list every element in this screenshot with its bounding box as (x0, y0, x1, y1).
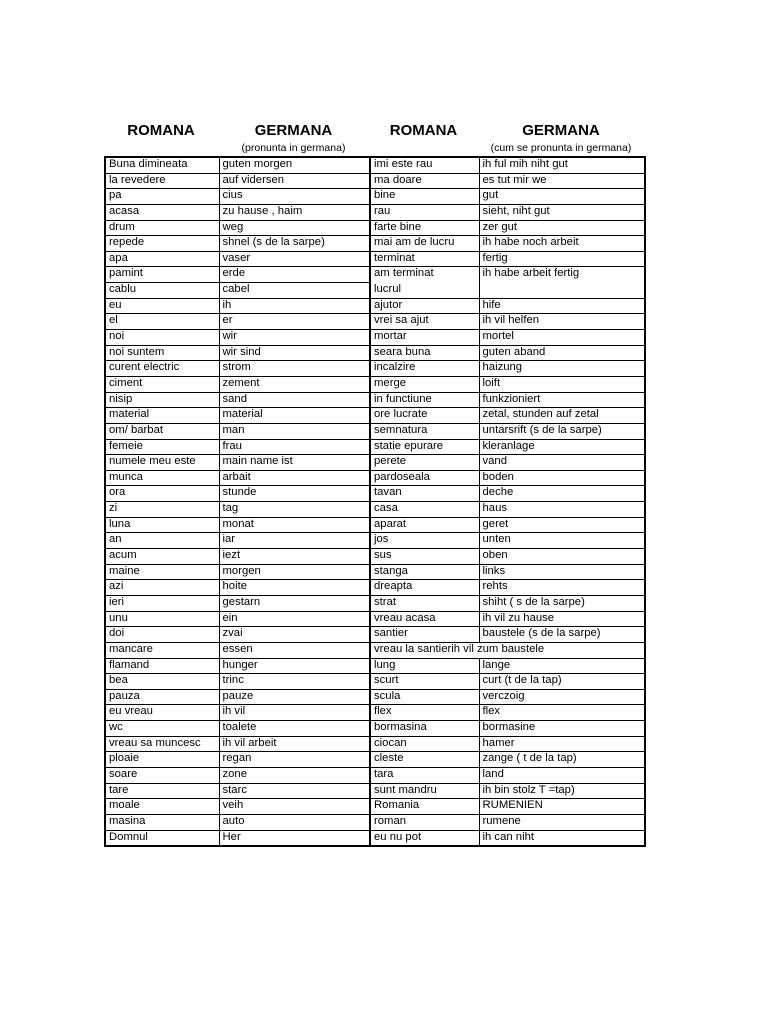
romana-cell: zi (105, 502, 219, 518)
germana-cell: weg (219, 220, 370, 236)
romana-cell: noi suntem (105, 345, 219, 361)
germana-cell: veih (219, 799, 370, 815)
romana-cell-2: sunt mandru (370, 783, 479, 799)
germana-cell-2: unten (479, 533, 645, 549)
table-row (105, 283, 645, 299)
germana-cell-2: ih habe arbeit fertig (479, 267, 645, 283)
germana-cell: cius (219, 189, 370, 205)
germana-cell-2: funkzioniert (479, 392, 645, 408)
germana-cell: wir (219, 330, 370, 346)
germana-cell-2: ih bin stolz T =tap) (479, 783, 645, 799)
germana-cell-2: ih can niht (479, 830, 645, 846)
romana-cell: doi (105, 627, 219, 643)
romana-cell: Domnul (105, 830, 219, 846)
germana-cell-2: untarsrift (s de la sarpe) (479, 423, 645, 439)
germana-cell: cabel (219, 283, 370, 299)
romana-cell-2: seara buna (370, 345, 479, 361)
germana-cell: shnel (s de la sarpe) (219, 236, 370, 252)
germana-cell-2: guten aband (479, 345, 645, 361)
romana-cell: an (105, 533, 219, 549)
germana-cell-2: sieht, niht gut (479, 204, 645, 220)
germana-cell-2: oben (479, 549, 645, 565)
table-row (105, 486, 645, 502)
table-row (105, 330, 645, 346)
germana-cell: stunde (219, 486, 370, 502)
table-row (105, 627, 645, 643)
romana-cell: eu (105, 298, 219, 314)
germana-cell-2: shiht ( s de la sarpe) (479, 595, 645, 611)
romana-cell-2: vreau la santierih vil zum baustele (370, 642, 645, 658)
header-germana-1: GERMANA (254, 122, 333, 139)
romana-cell: wc (105, 721, 219, 737)
germana-cell-2: loift (479, 376, 645, 392)
table-row (105, 705, 645, 721)
germana-cell-2: haizung (479, 361, 645, 377)
table-row (105, 204, 645, 220)
romana-cell: acasa (105, 204, 219, 220)
germana-cell: vaser (219, 251, 370, 267)
germana-cell: ein (219, 611, 370, 627)
vocabulary-table (104, 156, 646, 847)
romana-cell: femeie (105, 439, 219, 455)
germana-cell-2: mortel (479, 330, 645, 346)
romana-cell-2: casa (370, 502, 479, 518)
romana-cell-2: bine (370, 189, 479, 205)
germana-cell: material (219, 408, 370, 424)
romana-cell-2: aparat (370, 517, 479, 533)
germana-cell-2: vand (479, 455, 645, 471)
germana-cell: sand (219, 392, 370, 408)
germana-cell-2: baustele (s de la sarpe) (479, 627, 645, 643)
germana-cell-2: es tut mir we (479, 173, 645, 189)
germana-cell: main name ist (219, 455, 370, 471)
romana-cell-2: ore lucrate (370, 408, 479, 424)
germana-cell: essen (219, 642, 370, 658)
table-row (105, 533, 645, 549)
table-row (105, 251, 645, 267)
romana-cell: ieri (105, 595, 219, 611)
romana-cell: pamint (105, 267, 219, 283)
germana-cell: iezt (219, 549, 370, 565)
germana-cell-2: rehts (479, 580, 645, 596)
germana-cell: zone (219, 767, 370, 783)
romana-cell-2: vreau acasa (370, 611, 479, 627)
germana-cell-2: verczoig (479, 689, 645, 705)
germana-cell-2: ih vil zu hause (479, 611, 645, 627)
germana-cell-2: zange ( t de la tap) (479, 752, 645, 768)
romana-cell-2: mai am de lucru (370, 236, 479, 252)
germana-cell-2: land (479, 767, 645, 783)
germana-cell: morgen (219, 564, 370, 580)
romana-cell: numele meu este (105, 455, 219, 471)
romana-cell-2: farte bine (370, 220, 479, 236)
romana-cell-2: lucrul (370, 283, 479, 299)
romana-cell-2: jos (370, 533, 479, 549)
germana-cell-2: ih habe noch arbeit (479, 236, 645, 252)
romana-cell-2: roman (370, 814, 479, 830)
romana-cell-2: cleste (370, 752, 479, 768)
column-headers (104, 122, 644, 156)
table-row (105, 236, 645, 252)
romana-cell-2: stanga (370, 564, 479, 580)
germana-cell: man (219, 423, 370, 439)
header-germana-1-subtitle: (pronunta in germana) (241, 142, 346, 154)
romana-cell-2: Romania (370, 799, 479, 815)
germana-cell: tag (219, 502, 370, 518)
romana-cell: soare (105, 767, 219, 783)
germana-cell-2: hife (479, 298, 645, 314)
romana-cell: munca (105, 470, 219, 486)
romana-cell-2: pardoseala (370, 470, 479, 486)
table-row (105, 658, 645, 674)
table-row (105, 799, 645, 815)
romana-cell-2: perete (370, 455, 479, 471)
romana-cell: material (105, 408, 219, 424)
table-row (105, 267, 645, 283)
romana-cell-2: eu nu pot (370, 830, 479, 846)
table-row (105, 173, 645, 189)
romana-cell-2: flex (370, 705, 479, 721)
romana-cell: ciment (105, 376, 219, 392)
table-row (105, 470, 645, 486)
romana-cell-2: incalzire (370, 361, 479, 377)
table-row (105, 345, 645, 361)
romana-cell: repede (105, 236, 219, 252)
romana-cell: Buna dimineata (105, 157, 219, 173)
germana-cell-2: RUMENIEN (479, 799, 645, 815)
romana-cell-2: ajutor (370, 298, 479, 314)
table-row (105, 752, 645, 768)
romana-cell: pa (105, 189, 219, 205)
romana-cell-2: vrei sa ajut (370, 314, 479, 330)
romana-cell: om/ barbat (105, 423, 219, 439)
romana-cell-2: dreapta (370, 580, 479, 596)
table-row (105, 564, 645, 580)
romana-cell-2: ma doare (370, 173, 479, 189)
germana-cell: arbait (219, 470, 370, 486)
romana-cell: cablu (105, 283, 219, 299)
romana-cell-2: tavan (370, 486, 479, 502)
romana-cell: moale (105, 799, 219, 815)
romana-cell-2: lung (370, 658, 479, 674)
germana-cell: zvai (219, 627, 370, 643)
table-row (105, 721, 645, 737)
germana-cell: auf vidersen (219, 173, 370, 189)
romana-cell: apa (105, 251, 219, 267)
germana-cell-2: rumene (479, 814, 645, 830)
germana-cell: hoite (219, 580, 370, 596)
table-row (105, 314, 645, 330)
romana-cell-2: am terminat (370, 267, 479, 283)
table-row (105, 423, 645, 439)
germana-cell: ih (219, 298, 370, 314)
romana-cell: pauza (105, 689, 219, 705)
table-row (105, 549, 645, 565)
germana-cell: pauze (219, 689, 370, 705)
table-row (105, 392, 645, 408)
germana-cell-2: ih ful mih niht gut (479, 157, 645, 173)
germana-cell: erde (219, 267, 370, 283)
romana-cell: vreau sa muncesc (105, 736, 219, 752)
header-romana-2: ROMANA (389, 122, 458, 139)
germana-cell-2: deche (479, 486, 645, 502)
romana-cell-2: statie epurare (370, 439, 479, 455)
romana-cell: noi (105, 330, 219, 346)
germana-cell-2: kleranlage (479, 439, 645, 455)
romana-cell: masina (105, 814, 219, 830)
germana-cell-2: zetal, stunden auf zetal (479, 408, 645, 424)
table-row (105, 517, 645, 533)
table-row (105, 580, 645, 596)
table-row (105, 439, 645, 455)
romana-cell-2: in functiune (370, 392, 479, 408)
table-row (105, 361, 645, 377)
table-row (105, 298, 645, 314)
romana-cell: acum (105, 549, 219, 565)
romana-cell-2: ciocan (370, 736, 479, 752)
romana-cell: mancare (105, 642, 219, 658)
header-romana-1: ROMANA (127, 122, 195, 139)
romana-cell-2: imi este rau (370, 157, 479, 173)
germana-cell: zu hause , haim (219, 204, 370, 220)
romana-cell-2: sus (370, 549, 479, 565)
table-row (105, 642, 645, 658)
germana-cell-2: zer gut (479, 220, 645, 236)
germana-cell: Her (219, 830, 370, 846)
romana-cell-2: bormasina (370, 721, 479, 737)
germana-cell: regan (219, 752, 370, 768)
table-row (105, 674, 645, 690)
romana-cell-2: strat (370, 595, 479, 611)
germana-cell-2: flex (479, 705, 645, 721)
romana-cell: flamand (105, 658, 219, 674)
table-row (105, 689, 645, 705)
romana-cell: unu (105, 611, 219, 627)
table-row (105, 220, 645, 236)
germana-cell-2: lange (479, 658, 645, 674)
romana-cell-2: santier (370, 627, 479, 643)
romana-cell: ploaie (105, 752, 219, 768)
germana-cell: zement (219, 376, 370, 392)
table-row (105, 408, 645, 424)
germana-cell: ih vil arbeit (219, 736, 370, 752)
germana-cell-2: haus (479, 502, 645, 518)
romana-cell: curent electric (105, 361, 219, 377)
romana-cell: nisip (105, 392, 219, 408)
romana-cell: ora (105, 486, 219, 502)
germana-cell: frau (219, 439, 370, 455)
germana-cell: strom (219, 361, 370, 377)
germana-cell: trinc (219, 674, 370, 690)
romana-cell: el (105, 314, 219, 330)
vocabulary-table-body (105, 157, 645, 846)
table-row (105, 814, 645, 830)
table-row (105, 611, 645, 627)
germana-cell-2 (479, 283, 645, 299)
table-row (105, 376, 645, 392)
table-row (105, 767, 645, 783)
romana-cell-2: rau (370, 204, 479, 220)
germana-cell-2: geret (479, 517, 645, 533)
romana-cell: azi (105, 580, 219, 596)
table-row (105, 830, 645, 846)
table-row (105, 595, 645, 611)
germana-cell-2: fertig (479, 251, 645, 267)
germana-cell: guten morgen (219, 157, 370, 173)
header-germana-2-subtitle: (cum se pronunta in germana) (490, 142, 632, 154)
germana-cell: ih vil (219, 705, 370, 721)
germana-cell-2: ih vil helfen (479, 314, 645, 330)
germana-cell-2: curt (t de la tap) (479, 674, 645, 690)
germana-cell-2: gut (479, 189, 645, 205)
germana-cell-2: bormasine (479, 721, 645, 737)
header-germana-2: GERMANA (522, 122, 600, 139)
germana-cell: iar (219, 533, 370, 549)
germana-cell: hunger (219, 658, 370, 674)
romana-cell: drum (105, 220, 219, 236)
table-row (105, 455, 645, 471)
germana-cell-2: boden (479, 470, 645, 486)
romana-cell: la revedere (105, 173, 219, 189)
germana-cell: starc (219, 783, 370, 799)
romana-cell-2: merge (370, 376, 479, 392)
romana-cell-2: terminat (370, 251, 479, 267)
table-row (105, 189, 645, 205)
table-row (105, 736, 645, 752)
romana-cell: luna (105, 517, 219, 533)
romana-cell: maine (105, 564, 219, 580)
romana-cell-2: tara (370, 767, 479, 783)
table-row (105, 783, 645, 799)
table-row (105, 502, 645, 518)
romana-cell: tare (105, 783, 219, 799)
germana-cell-2: hamer (479, 736, 645, 752)
romana-cell-2: semnatura (370, 423, 479, 439)
germana-cell: er (219, 314, 370, 330)
germana-cell: auto (219, 814, 370, 830)
germana-cell: gestarn (219, 595, 370, 611)
romana-cell-2: mortar (370, 330, 479, 346)
germana-cell-2: links (479, 564, 645, 580)
germana-cell: toalete (219, 721, 370, 737)
romana-cell: eu vreau (105, 705, 219, 721)
romana-cell-2: scurt (370, 674, 479, 690)
table-row (105, 157, 645, 173)
germana-cell: monat (219, 517, 370, 533)
romana-cell: bea (105, 674, 219, 690)
germana-cell: wir sind (219, 345, 370, 361)
romana-cell-2: scula (370, 689, 479, 705)
